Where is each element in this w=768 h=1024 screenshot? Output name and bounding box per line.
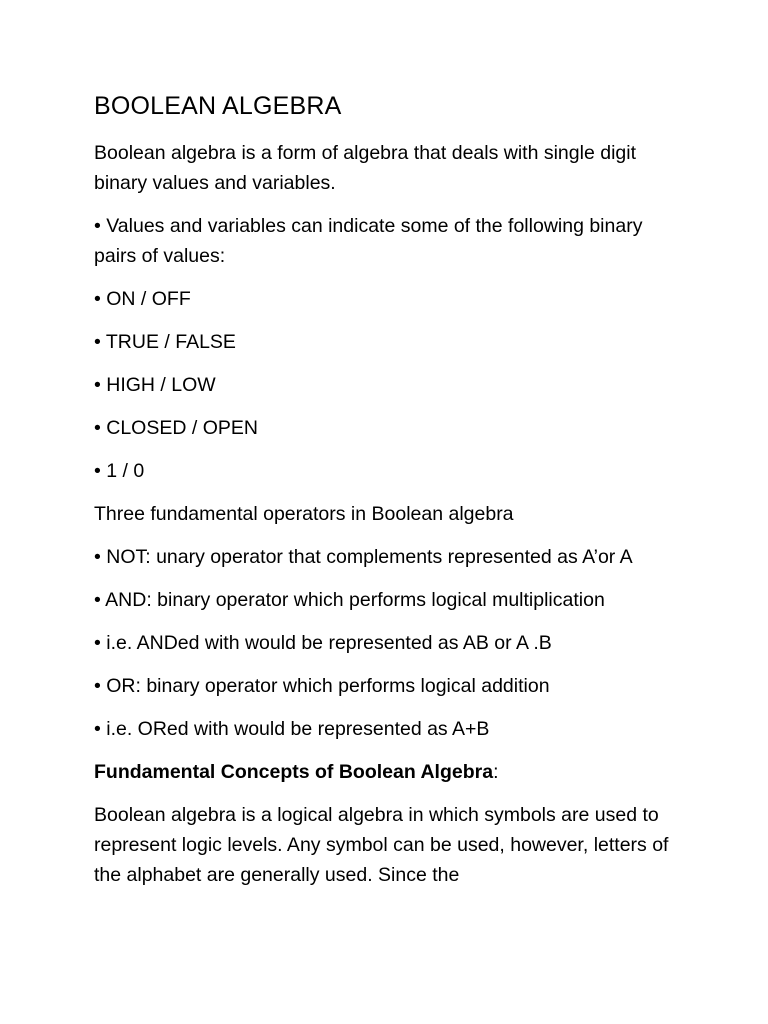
document-title: BOOLEAN ALGEBRA [94,92,342,120]
operators-intro: Three fundamental operators in Boolean algebra [94,503,514,525]
intro-paragraph: Boolean algebra is a form of algebra that deals with single digit binary values and variables. [94,142,636,194]
operator-item: • AND: binary operator which performs logical multiplication [94,589,605,611]
concepts-heading-line [94,757,694,787]
concepts-heading: Fundamental Concepts of Boolean Algebra [94,761,494,783]
document-page [94,88,694,903]
operator-item: • i.e. ANDed with would be represented as AB or A .B [94,632,552,654]
pair-item: • HIGH / LOW [94,374,216,396]
concepts-heading-colon: : [493,761,499,783]
pair-item: • ON / OFF [94,288,191,310]
operator-item: • i.e. ORed with would be represented as A+B [94,718,490,740]
values-intro-paragraph: • Values and variables can indicate some of the following binary pairs of values: [94,215,643,267]
operator-item: • NOT: unary operator that complements represented as A’or A [94,546,633,568]
operator-item: • OR: binary operator which performs logical addition [94,675,550,697]
pair-item: • CLOSED / OPEN [94,417,258,439]
pair-item: • 1 / 0 [94,460,145,482]
pair-item: • TRUE / FALSE [94,331,236,353]
concepts-paragraph: Boolean algebra is a logical algebra in which symbols are used to represent logic levels. Any symbol can be used, however, letters of the alphabet are generally used. Since the [94,804,669,886]
